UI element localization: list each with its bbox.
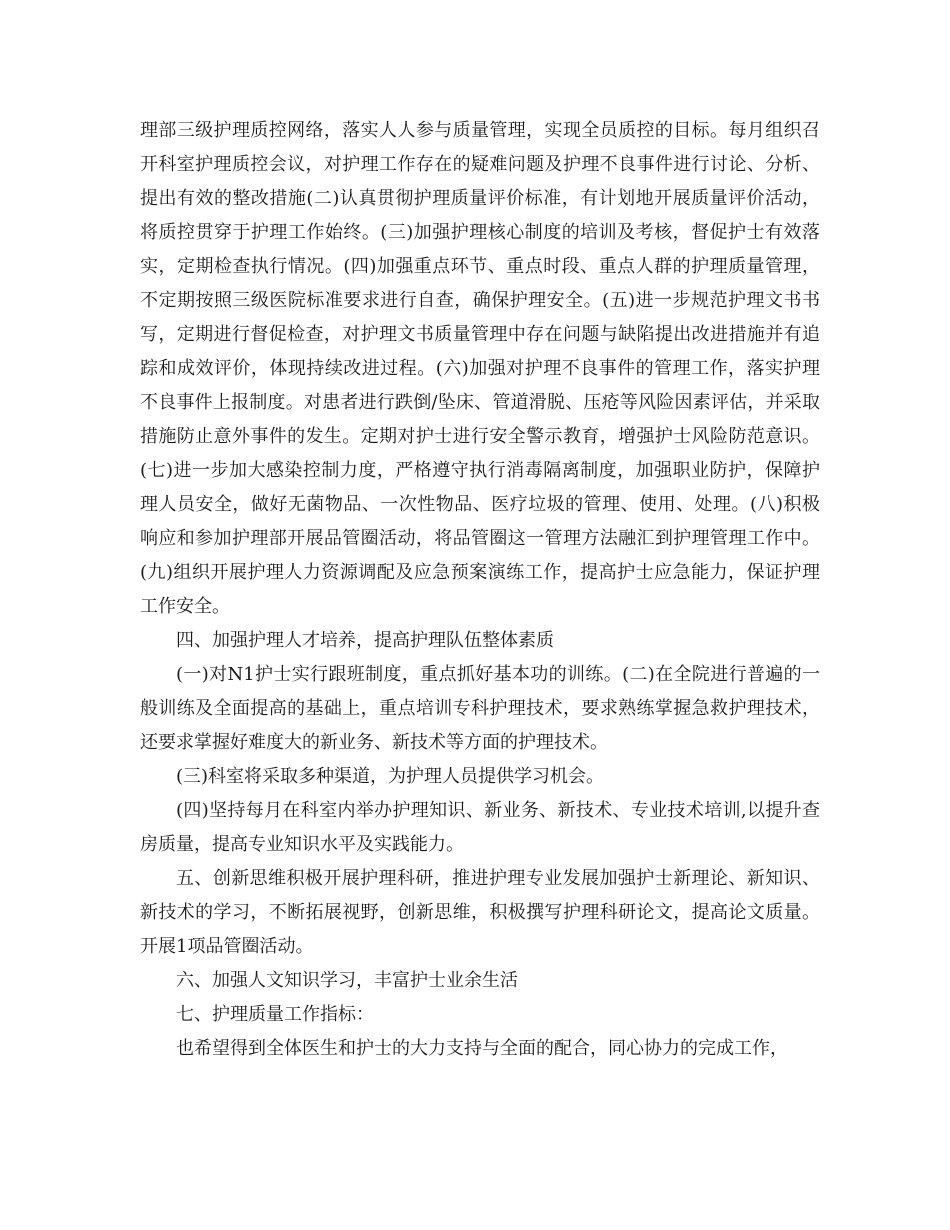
section-heading-quality-indicators: 七、护理质量工作指标： <box>176 1004 374 1025</box>
paragraph-closing: 也希望得到全体医生和护士的大力支持与全面的配合，同心协力的完成工作， <box>176 1038 788 1059</box>
section-heading-talent-training: 四、加强护理人才培养，提高护理队伍整体素质 <box>176 630 554 651</box>
paragraph-monthly-training: (四)坚持每月在科室内举办护理知识、新业务、新技术、专业技术培训,以提升查房质量，提高专业知识水平及实践能力。 <box>140 800 820 855</box>
paragraph-training-n1: (一)对N1护士实行跟班制度，重点抓好基本功的训练。(二)在全院进行普遍的一般训练及全面提高的基础上，重点培训专科护理技术，要求熟练掌握急救护理技术，还要求掌握好难度大的新业务、新技术等方面的护理技术。 <box>140 664 820 753</box>
paragraph-learning-opportunities: (三)科室将采取多种渠道，为护理人员提供学习机会。 <box>176 766 605 787</box>
paragraph-quality-control: 理部三级护理质控网络，落实人人参与质量管理，实现全员质控的目标。每月组织召开科室护理质控会议，对护理工作存在的疑难问题及护理不良事件进行讨论、分析、提出有效的整改措施(二)认真贯彻护理质量评价标准，有计划地开展质量评价活动，将质控贯穿于护理工作始终。(三)加强护理核心制度的培训及考核，督促护士有效落实，定期检查执行情况。(四)加强重点环节、重点时段、重点人群的护理质量管理，不定期按照三级医院标准要求进行自查，确保护理安全。(五)进一步规范护理文书书写，定期进行督促检查，对护理文书质量管理中存在问题与缺陷提出改进措施并有追踪和成效评价，体现持续改进过程。(六)加强对护理不良事件的管理工作，落实护理不良事件上报制度。对患者进行跌倒/坠床、管道滑脱、压疮等风险因素评估，并采取措施防止意外事件的发生。定期对护士进行安全警示教育，增强护士风险防范意识。(七)进一步加大感染控制力度，严格遵守执行消毒隔离制度，加强职业防护，保障护理人员安全，做好无菌物品、一次性物品、医疗垃圾的管理、使用、处理。(八)积极响应和参加护理部开展品管圈活动，将品管圈这一管理方法融汇到护理管理工作中。(九)组织开展护理人力资源调配及应急预案演练工作，提高护士应急能力，保证护理工作安全。 <box>140 120 820 617</box>
paragraph-research-innovation: 五、创新思维积极开展护理科研，推进护理专业发展加强护士新理论、新知识、新技术的学习，不断拓展视野，创新思维，积极撰写护理科研论文，提高论文质量。开展1项品管圈活动。 <box>140 868 820 957</box>
document-body <box>140 114 820 1066</box>
section-heading-humanities: 六、加强人文知识学习，丰富护士业余生活 <box>176 970 518 991</box>
